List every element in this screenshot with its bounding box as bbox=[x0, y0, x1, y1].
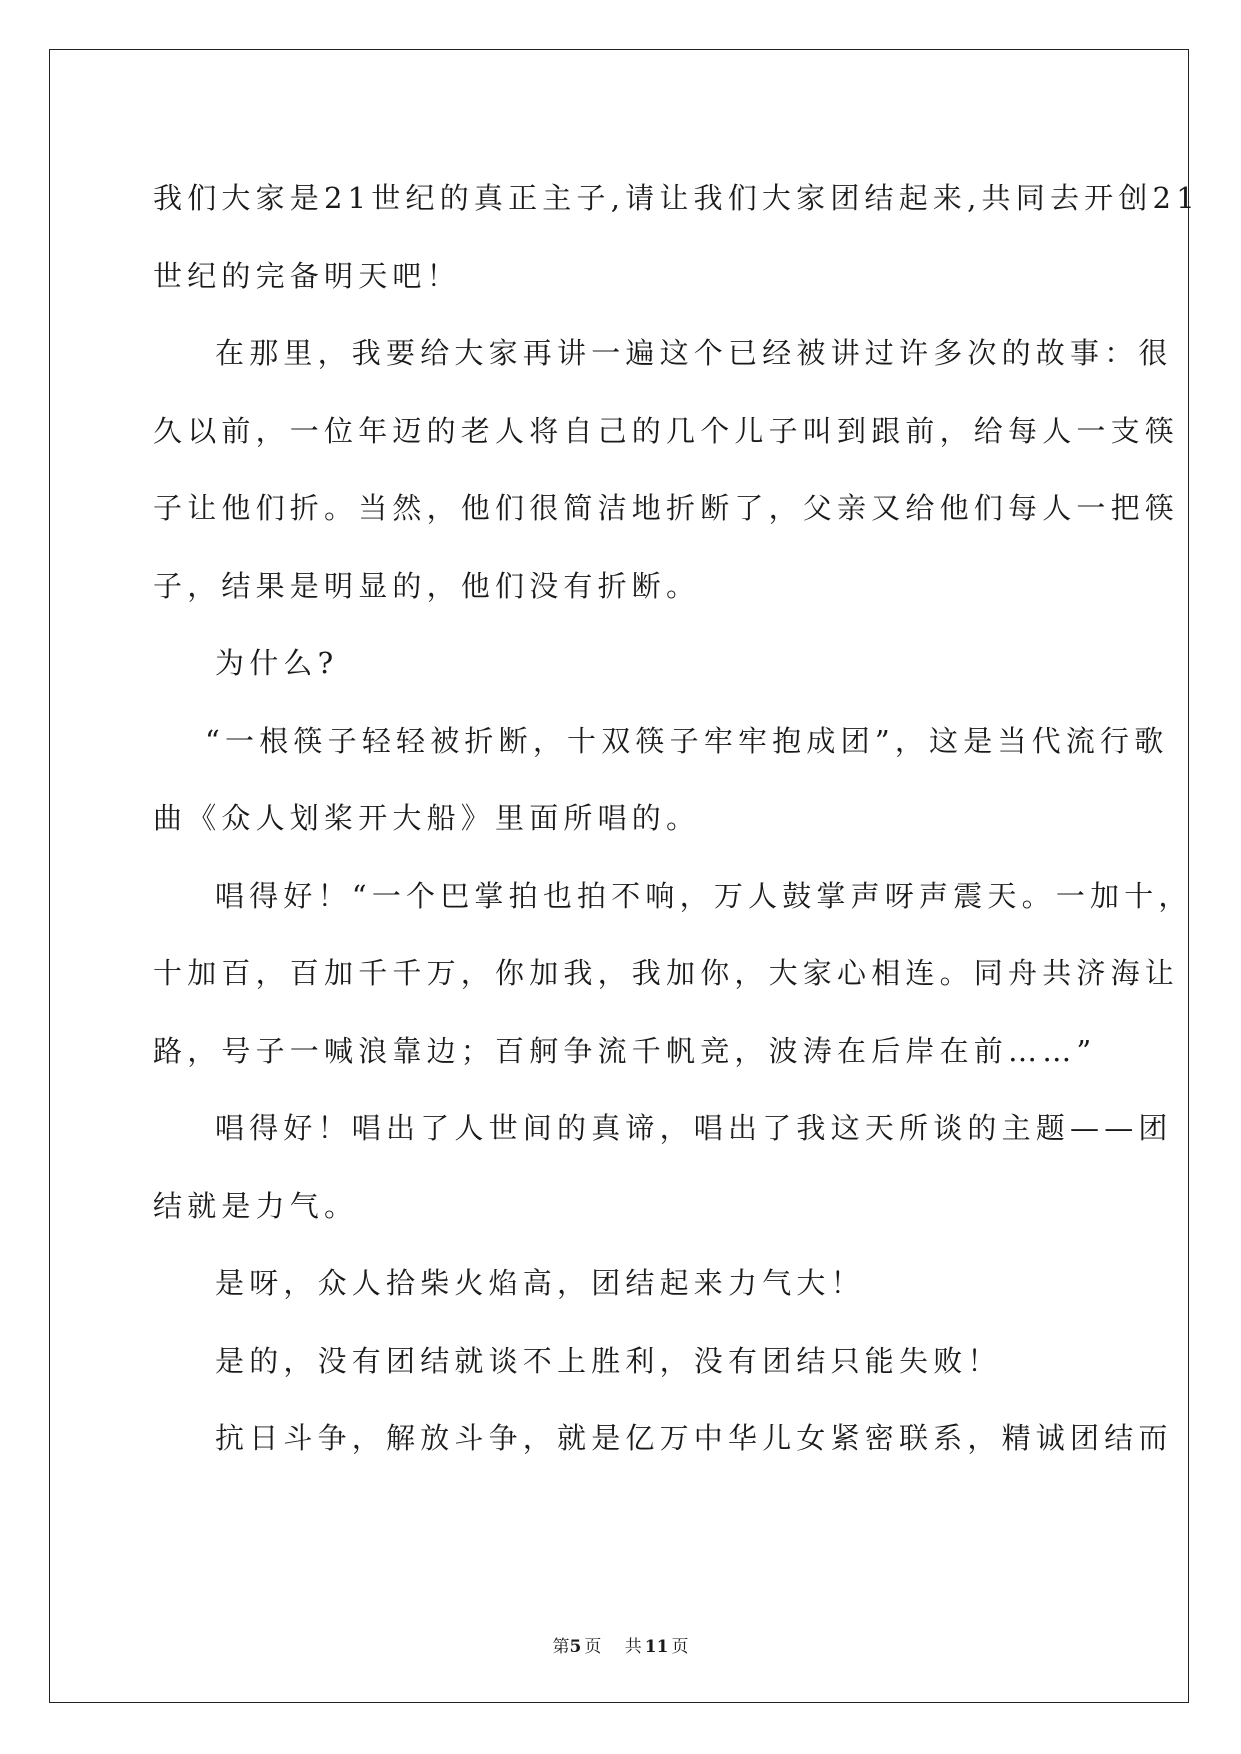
text-line: 十加百，百加千千万，你加我，我加你，大家心相连。同舟共济海让 bbox=[153, 956, 1180, 990]
total-pages bbox=[625, 1637, 689, 1657]
text-line: 曲《众人划桨开大船》里面所唱的。 bbox=[153, 801, 701, 835]
text-line: 久以前，一位年迈的老人将自己的几个儿子叫到跟前，给每人一支筷 bbox=[153, 413, 1180, 448]
total-label-suffix: 页 bbox=[671, 1637, 689, 1657]
document-body bbox=[153, 160, 1200, 1478]
text-line: 路，号子一喊浪靠边；百舸争流千帆竞，波涛在后岸在前……” bbox=[153, 1033, 1097, 1068]
text-line: 我们大家是21世纪的真正主子,请让我们大家团结起来,共同去开创21 bbox=[153, 181, 1200, 215]
text-line: 子，结果是明显的，他们没有折断。 bbox=[153, 568, 701, 603]
text-line: 世纪的完备明天吧！ bbox=[153, 258, 461, 293]
text-line: 是的，没有团结就谈不上胜利，没有团结只能失败！ bbox=[215, 1343, 1002, 1378]
total-label-prefix: 共 bbox=[624, 1637, 642, 1657]
page-label-suffix: 页 bbox=[584, 1637, 602, 1657]
text-line: 唱得好！“一个巴掌拍也拍不响，万人鼓掌声呀声震天。一加十， bbox=[215, 878, 1193, 913]
text-line: 结就是力气。 bbox=[153, 1188, 359, 1223]
text-line: 唱得好！唱出了人世间的真谛，唱出了我这天所谈的主题——团 bbox=[215, 1111, 1173, 1145]
current-page: 5 bbox=[569, 1637, 582, 1657]
text-line: 抗日斗争，解放斗争，就是亿万中华儿女紧密联系，精诚团结而 bbox=[215, 1421, 1173, 1455]
total-pages-value: 11 bbox=[644, 1637, 669, 1657]
text-line: 在那里，我要给大家再讲一遍这个已经被讲过许多次的故事：很 bbox=[215, 336, 1173, 370]
text-line: 为什么? bbox=[215, 646, 339, 680]
page-label-prefix: 第 bbox=[552, 1637, 570, 1657]
text-line: “一根筷子轻轻被折断，十双筷子牢牢抱成团”，这是当代流行歌 bbox=[205, 723, 1169, 758]
text-line: 是呀，众人拾柴火焰高，团结起来力气大！ bbox=[215, 1266, 865, 1300]
page-footer bbox=[0, 1632, 1241, 1657]
text-line: 子让他们折。当然，他们很简洁地折断了，父亲又给他们每人一把筷 bbox=[153, 491, 1180, 525]
page-number bbox=[553, 1637, 602, 1657]
